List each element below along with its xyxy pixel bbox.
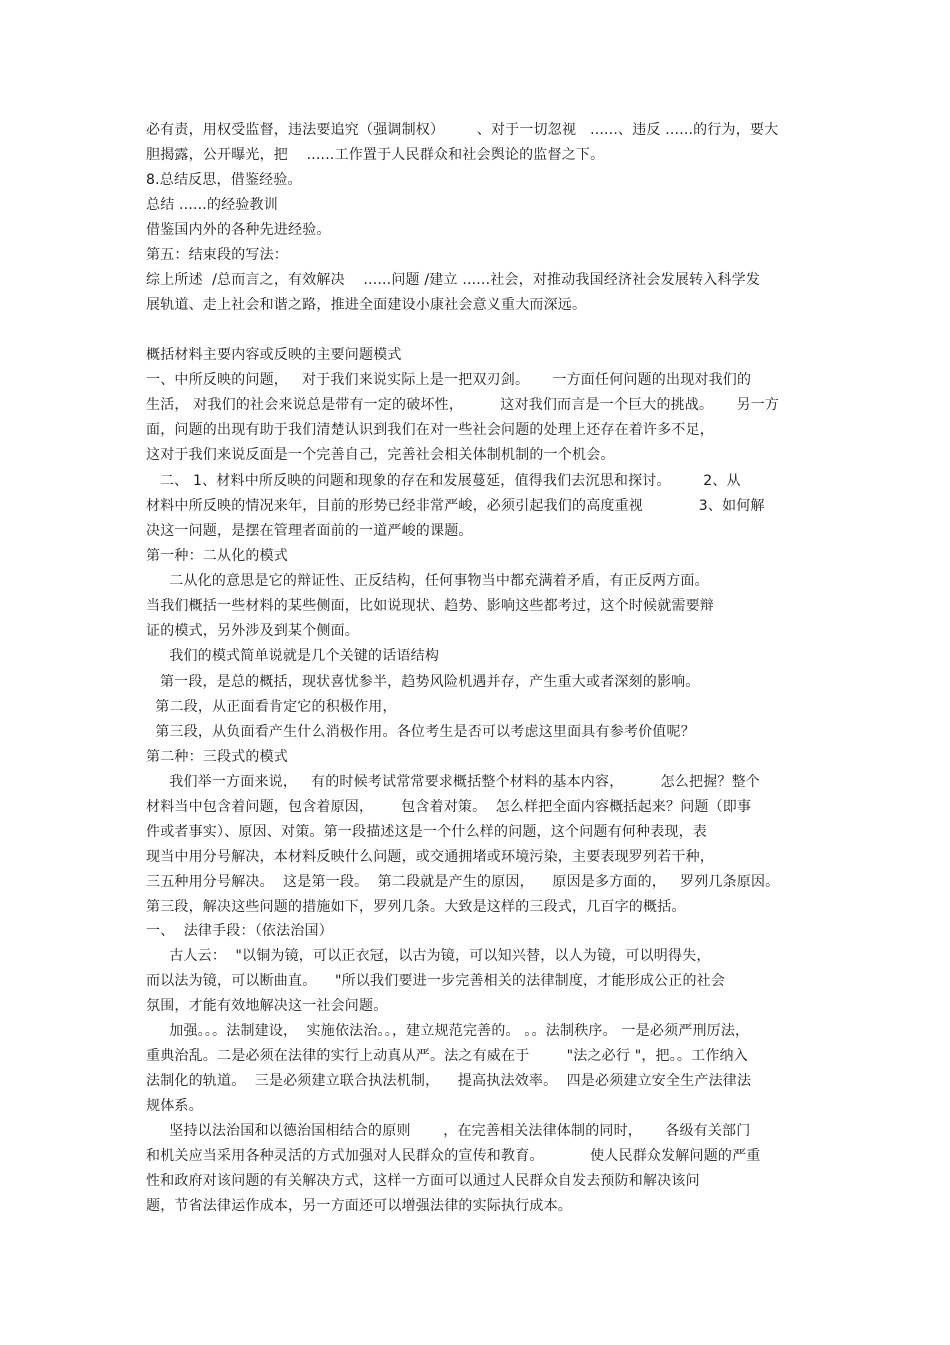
text-line: 第一段，是总的概括，现状喜忧参半，趋势风险机遇并存，产生重大或者深刻的影响。 [146, 674, 700, 690]
text-line: 和机关应当采用各种灵活的方式加强对人民群众的宣传和教育。 使人民群众发解问题的严重 [146, 1148, 761, 1164]
text-line: 第三段，从负面看产生什么消极作用。各位考生是否可以考虑这里面具有参考价值呢？ [146, 724, 695, 740]
text-line: 氛围，才能有效地解决这一社会问题。 [146, 998, 388, 1014]
section-heading: 第一种：二从化的模式 [146, 548, 288, 564]
text-line: 加强。。。法制建设， 实施依法治。。，建立规范完善的。 。。法制秩序。 一是必须严刑厉法， [146, 1023, 750, 1039]
text-line: 一、中所反映的问题， 对于我们来说实际上是一把双刃剑。 一方面任何问题的出现对我们的 [146, 372, 752, 388]
text-line: 材料中所反映的情况来年，目前的形势已经非常严峻，必须引起我们的高度重视 3、如何解 [146, 498, 765, 514]
text-line: 面，问题的出现有助于我们清楚认识到我们在对一些社会问题的处理上还存在着许多不足， [146, 422, 714, 438]
text-line: 三五种用分号解决。 这是第一段。 第二段就是产生的原因， 原因是多方面的， 罗列几条原因。 [146, 874, 780, 890]
text-line: 我们举一方面来说， 有的时候考试常常要求概括整个材料的基本内容， 怎么把握？整个 [146, 774, 761, 790]
text-line: 这对于我们来说反面是一个完善自己，完善社会相关体制机制的一个机会。 [146, 447, 615, 463]
text-line: 证的模式，另外涉及到某个侧面。 [146, 623, 359, 639]
text-line: 古人云： "以铜为镜，可以正衣冠，以古为镜，可以知兴替，以人为镜，可以明得失， [146, 948, 711, 964]
text-line: 决这一问题，是摆在管理者面前的一道严峻的课题。 [146, 523, 473, 539]
text-line: 法制化的轨道。 三是必须建立联合执法机制， 提高执法效率。 四是必须建立安全生产法律法 [146, 1073, 752, 1089]
text-line: 坚持以法治国和以德治国相结合的原则 ，在完善相关法律体制的同时， 各级有关部门 [146, 1123, 751, 1139]
text-line: 借鉴国内外的各种先进经验。 [146, 222, 331, 238]
text-line: 胆揭露，公开曝光，把 ......工作置于人民群众和社会舆论的监督之下。 [146, 147, 605, 163]
text-line: 我们的模式简单说就是几个关键的话语结构 [146, 648, 440, 664]
text-line: 第二段，从正面看肯定它的积极作用， [146, 699, 397, 715]
text-line: 题，节省法律运作成本，另一方面还可以增强法律的实际执行成本。 [146, 1198, 572, 1214]
text-line: 重典治乱。二是必须在法律的实行上动真从严。法之有威在于 "法之必行 "，把。。工作纳入 [146, 1048, 748, 1064]
text-line: 必有责，用权受监督，违法要追究（强调制权） 、对于一切忽视 ......、违反 ......的行为，要大 [146, 122, 779, 138]
text-line: 而以法为镜，可以断曲直。 "所以我们要进一步完善相关的法律制度，才能形成公正的社会 [146, 973, 726, 989]
text-line: 二从化的意思是它的辩证性、正反结构，任何事物当中都充满着矛盾，有正反两方面。 [146, 573, 709, 589]
text-line: 规体系。 [146, 1098, 203, 1114]
section-heading: 第五：结束段的写法： [146, 247, 288, 263]
text-line: 现当中用分号解决，本材料反映什么问题，或交通拥堵或环境污染，主要表现罗列若干种， [146, 849, 714, 865]
text-line: 展轨道、走上社会和谐之路，推进全面建设小康社会意义重大而深远。 [146, 297, 587, 313]
text-line: 第三段，解决这些问题的措施如下，罗列几条。大致是这样的三段式，几百字的概括。 [146, 899, 686, 915]
text-line: 材料当中包含着问题，包含着原因， 包含着对策。 怎么样把全面内容概括起来？问题（即事 [146, 799, 752, 815]
text-line: 件或者事实）、原因、对策。第一段描述这是一个什么样的问题，这个问题有何种表现，表 [146, 824, 707, 840]
section-heading: 8.总结反思，借鉴经验。 [146, 172, 302, 188]
text-line: 性和政府对该问题的有关解决方式，这样一方面可以通过人民群众自发去预防和解决该问 [146, 1173, 700, 1189]
section-heading: 第二种：三段式的模式 [146, 749, 288, 765]
text-line: 二、 1、材料中所反映的问题和现象的存在和发展蔓延，值得我们去沉思和探讨。 2、从 [146, 473, 741, 489]
text-line: 综上所述 /总而言之，有效解决 ......问题 /建立 ......社会，对推动我国经济社会发展转入科学发 [146, 272, 761, 288]
section-heading: 一、 法律手段：（依法治国） [146, 923, 333, 939]
section-heading: 概括材料主要内容或反映的主要问题模式 [146, 347, 402, 363]
text-line: 总结 ......的经验教训 [146, 197, 278, 213]
text-line: 生活， 对我们的社会来说总是带有一定的破坏性， 这对我们而言是一个巨大的挑战。 另一方 [146, 397, 780, 413]
text-line: 当我们概括一些材料的某些侧面，比如说现状、趋势、影响这些都考过，这个时候就需要辩 [146, 598, 714, 614]
